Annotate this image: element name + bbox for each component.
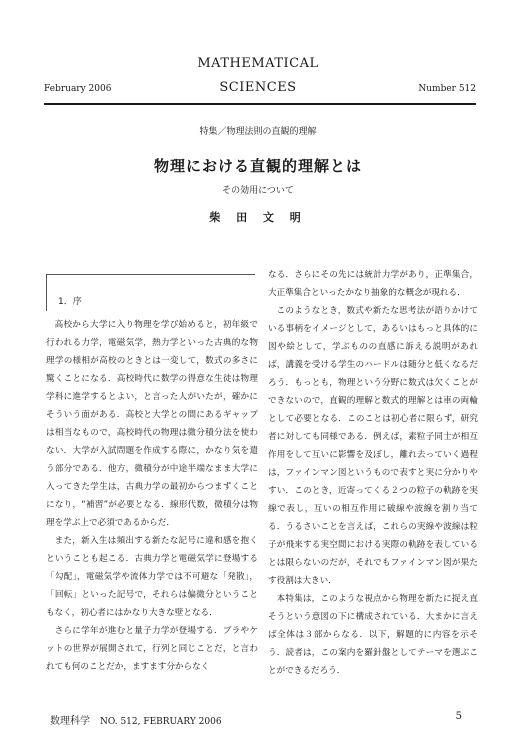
journal-subtitle: SCIENCES: [219, 80, 297, 95]
series-label: 特集／物理法則の直観的理解: [199, 127, 317, 137]
journal-title: MATHEMATICAL: [197, 56, 319, 71]
footer-issue: NO. 512, FEBRUARY 2006: [100, 717, 222, 727]
paragraph: 高校から大学に入り物理を学び始めると，初年級で行われる力学，電磁気学，熱力学といった古典的な物理学の様相が高校のときとは一変して，数式の多さに驚くことになる．高校時代に数学の得意な生徒は物理学科に進学するとよい，と言った人がいたが，確かにそういう面がある．高校と大学との間にあるギャップは相当なもので，高校時代の物理は微分積分法を使わない．大学が入試問題を作成する際に，かなり気を遣う部分である．他方，微積分が中途半端なまま大学に入ってきた学生は，古典力学の最初からつまずくことになり，“補習”が必要となる．線形代数，微積分は物理を学ぶ上で必須であるからだ．: [46, 320, 258, 528]
footer-journal-name: 数理科学: [50, 716, 90, 727]
paragraph: さらに学年が進むと量子力学が登場する．ブラやケットの世界が展開されて，行列と同じことだ，と言われても何のことだか，ますます分からなく: [46, 626, 258, 672]
paragraph: 本特集は，このような視点から物理を新たに捉え直そうという意図の下に構成されている．大まかに言えば全体は３部からなる．以下，解題的に内容を示そう．読者は，この案内を羅針盤としてテーマを選ぶことができるだろう．: [268, 594, 478, 676]
left-column: [46, 316, 258, 676]
paragraph: このようなとき，数式や新たな思考法が語りかけている事柄をイメージとして，あるいはもっと具体的に図や絵として，学ぶものの直感に訴える説明があれば，講義を受ける学生のハードルは随分と低くなるだろう．もっとも，物理という分野に数式は欠くことができないので，直観的理解と数式的理解とは車の両輪として必要となる．このことは初心者に限らず，研究者に対しても同様である．例えば，素粒子同士が相互作用をして互いに影響を及ぼし，離れ去っていく過程は，ファインマン図というもので表すと実に分かりやすい．このとき，近寄ってくる２つの粒子の軌跡を実線で表し，互いの相互作用に破線や波線を割り当てる．うるさいことを言えば，これらの実線や波線は粒子が飛来する実空間における実際の軌跡を表しているとは限らないのだが，それでもファインマン図が果たす役割は大きい．: [268, 306, 478, 586]
paragraph: なる．さらにその先には統計力学があり，正準集合，大正準集合といったかなり抽象的な概念が現れる．: [268, 270, 478, 298]
article-title: 物理における直観的理解とは: [153, 157, 362, 175]
page-number: 5: [455, 711, 462, 722]
issue-number: Number 512: [418, 84, 476, 94]
paragraph: また，新入生は頻出する新たな記号に違和感を抱くということも起こる．古典力学と電磁気学に登場する「勾配」，電磁気学や流体力学では不可避な「発散」，「回転」といった記号で，それらは偏微分ということもなく，初心者にはかなり大きな壁となる．: [46, 536, 258, 618]
footer-journal: [50, 712, 222, 727]
header-rule: [44, 103, 476, 105]
article-subtitle: その効用について: [222, 186, 294, 196]
right-column: [268, 266, 478, 680]
section-heading: 1．序: [58, 297, 82, 307]
issue-date: February 2006: [44, 84, 112, 94]
author-name: 柴 田 文 明: [209, 211, 307, 224]
